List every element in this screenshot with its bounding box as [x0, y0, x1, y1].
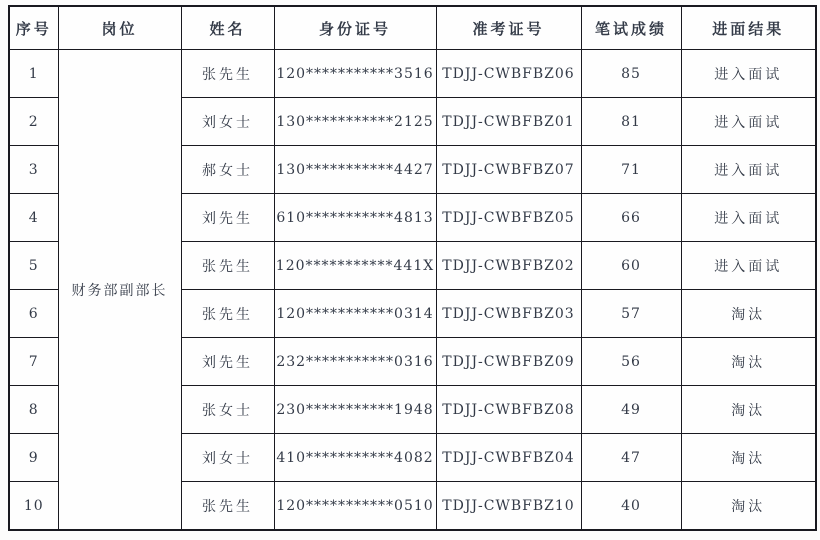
cell-written-score: 85	[581, 50, 681, 98]
cell-serial: 1	[9, 50, 58, 98]
header-position: 岗位	[58, 6, 181, 50]
cell-name: 张先生	[181, 50, 274, 98]
cell-serial: 8	[9, 386, 58, 434]
cell-serial: 7	[9, 338, 58, 386]
cell-serial: 2	[9, 98, 58, 146]
cell-ticket-number: TDJJ-CWBFBZ04	[436, 434, 581, 482]
cell-ticket-number: TDJJ-CWBFBZ02	[436, 242, 581, 290]
cell-result: 淘汰	[681, 290, 816, 338]
cell-serial: 10	[9, 482, 58, 531]
cell-id-number: 232***********0316	[274, 338, 436, 386]
cell-ticket-number: TDJJ-CWBFBZ10	[436, 482, 581, 531]
cell-result: 淘汰	[681, 338, 816, 386]
cell-result: 进入面试	[681, 242, 816, 290]
cell-result: 进入面试	[681, 146, 816, 194]
cell-written-score: 47	[581, 434, 681, 482]
cell-result: 淘汰	[681, 482, 816, 531]
table-row	[9, 50, 816, 98]
cell-serial: 3	[9, 146, 58, 194]
header-row	[9, 6, 816, 50]
cell-written-score: 81	[581, 98, 681, 146]
cell-written-score: 71	[581, 146, 681, 194]
cell-id-number: 120***********0314	[274, 290, 436, 338]
cell-serial: 6	[9, 290, 58, 338]
header-ticket-number: 准考证号	[436, 6, 581, 50]
cell-written-score: 57	[581, 290, 681, 338]
cell-id-number: 610***********4813	[274, 194, 436, 242]
cell-ticket-number: TDJJ-CWBFBZ01	[436, 98, 581, 146]
header-result: 进面结果	[681, 6, 816, 50]
header-written-score: 笔试成绩	[581, 6, 681, 50]
cell-id-number: 130***********2125	[274, 98, 436, 146]
header-name: 姓名	[181, 6, 274, 50]
cell-written-score: 40	[581, 482, 681, 531]
exam-results-table	[8, 5, 817, 531]
cell-id-number: 120***********0510	[274, 482, 436, 531]
cell-name: 张先生	[181, 482, 274, 531]
cell-ticket-number: TDJJ-CWBFBZ03	[436, 290, 581, 338]
cell-id-number: 120***********441X	[274, 242, 436, 290]
cell-ticket-number: TDJJ-CWBFBZ09	[436, 338, 581, 386]
cell-id-number: 230***********1948	[274, 386, 436, 434]
cell-name: 张女士	[181, 386, 274, 434]
cell-ticket-number: TDJJ-CWBFBZ05	[436, 194, 581, 242]
cell-name: 刘女士	[181, 98, 274, 146]
cell-id-number: 120***********3516	[274, 50, 436, 98]
cell-written-score: 66	[581, 194, 681, 242]
cell-ticket-number: TDJJ-CWBFBZ08	[436, 386, 581, 434]
cell-serial: 4	[9, 194, 58, 242]
cell-name: 郝女士	[181, 146, 274, 194]
cell-name: 张先生	[181, 242, 274, 290]
cell-name: 刘先生	[181, 194, 274, 242]
cell-result: 进入面试	[681, 98, 816, 146]
cell-written-score: 49	[581, 386, 681, 434]
cell-serial: 9	[9, 434, 58, 482]
cell-result: 进入面试	[681, 194, 816, 242]
cell-result: 淘汰	[681, 434, 816, 482]
cell-position: 财务部副部长	[58, 50, 181, 531]
header-serial: 序号	[9, 6, 58, 50]
cell-written-score: 60	[581, 242, 681, 290]
cell-id-number: 410***********4082	[274, 434, 436, 482]
cell-serial: 5	[9, 242, 58, 290]
cell-ticket-number: TDJJ-CWBFBZ06	[436, 50, 581, 98]
cell-name: 张先生	[181, 290, 274, 338]
table-body	[9, 50, 816, 531]
cell-name: 刘先生	[181, 338, 274, 386]
cell-name: 刘女士	[181, 434, 274, 482]
cell-result: 进入面试	[681, 50, 816, 98]
header-id-number: 身份证号	[274, 6, 436, 50]
cell-written-score: 56	[581, 338, 681, 386]
cell-result: 淘汰	[681, 386, 816, 434]
cell-ticket-number: TDJJ-CWBFBZ07	[436, 146, 581, 194]
cell-id-number: 130***********4427	[274, 146, 436, 194]
